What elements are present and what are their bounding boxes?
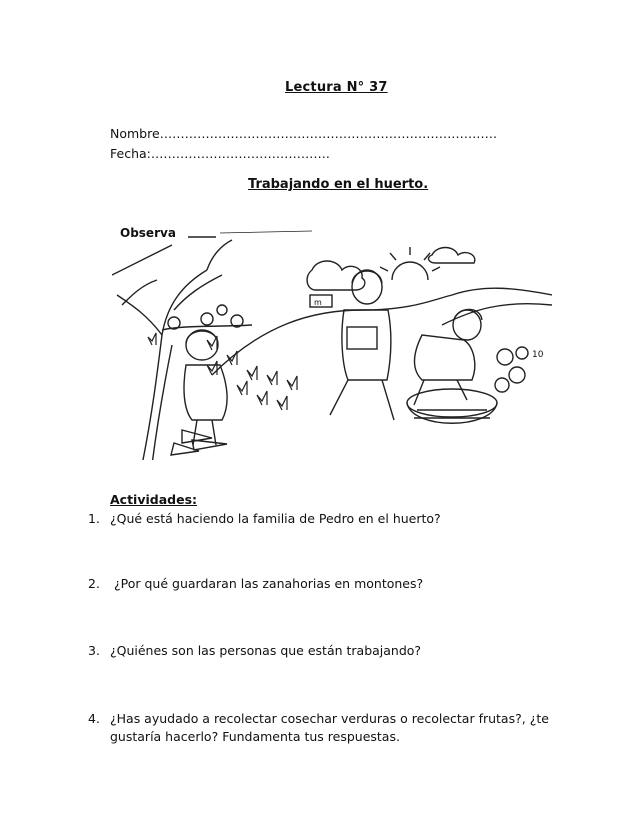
question-text: ¿Qué está haciendo la familia de Pedro en el huerto? (110, 511, 441, 526)
question-number: 3. (88, 643, 100, 658)
man-figure (330, 270, 394, 420)
basket-drawing (407, 389, 497, 423)
fecha-field: Fecha:……………………………………. (110, 146, 330, 161)
question-text: ¿Has ayudado a recolectar cosechar verduras o recolectar frutas?, ¿te (110, 711, 549, 726)
corner-mark: 10 (532, 350, 544, 360)
observa-label: Observa (120, 226, 176, 240)
activities-heading: Actividades: (110, 492, 198, 507)
reading-title: Trabajando en el huerto. (248, 177, 429, 192)
lettuce-plants (495, 347, 528, 392)
carrots-pile (171, 430, 227, 455)
question-1 (88, 510, 608, 530)
child-figure (184, 330, 227, 445)
question-3 (88, 642, 608, 662)
question-4 (88, 710, 618, 750)
question-text-line-2: gustaría hacerlo? Fundamenta tus respuestas. (110, 729, 400, 744)
garden-illustration (112, 215, 552, 460)
sun-drawing (380, 247, 440, 280)
sign-text: m (314, 298, 322, 307)
question-number: 1. (88, 511, 100, 526)
tree-drawing (112, 240, 232, 460)
question-number: 2. (88, 576, 100, 591)
question-text: ¿Por qué guardaran las zanahorias en montones? (114, 576, 424, 591)
nombre-field: Nombre……………………………………………………………………… (110, 126, 498, 141)
page-title: Lectura N° 37 (285, 80, 388, 95)
question-number: 4. (88, 711, 100, 726)
question-2 (88, 575, 608, 595)
question-text: ¿Quiénes son las personas que están trabajando? (110, 643, 422, 658)
